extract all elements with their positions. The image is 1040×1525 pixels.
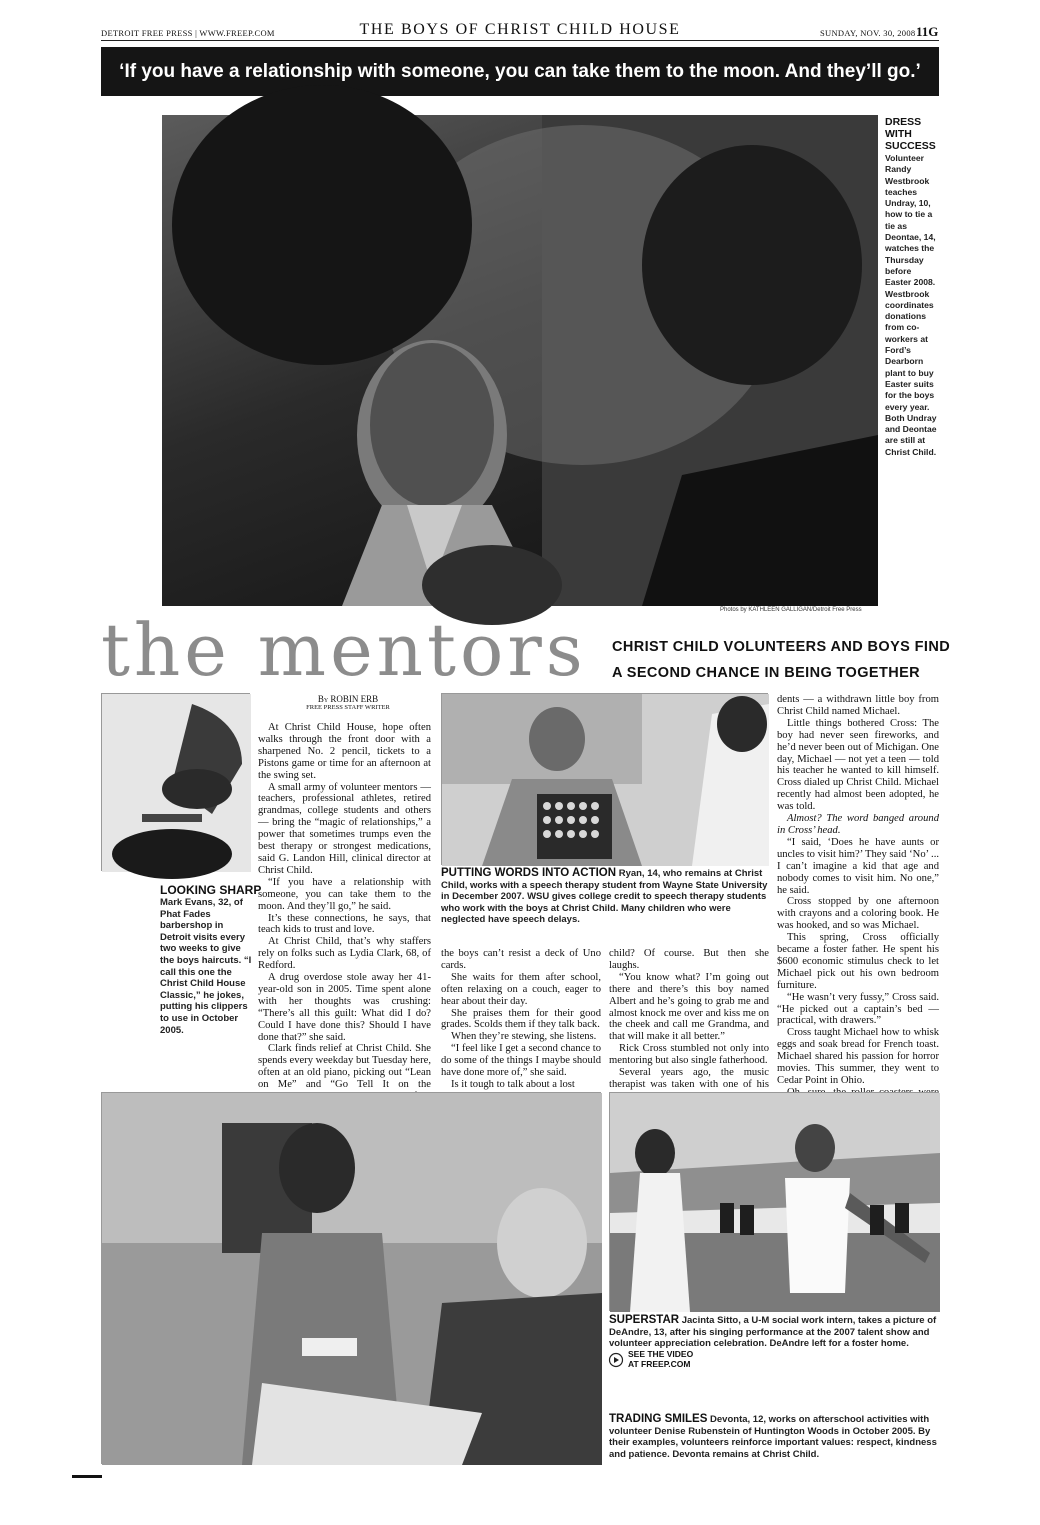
pull-quote-text: ‘If you have a relationship with someone, you can take them to the moon. And they’ll go.’	[119, 60, 921, 82]
article-paragraph: Cross taught Michael how to whisk eggs and soak bread for French toast. Michael shared his passion for horror movies. This summer, they went to Cedar Point in Ohio.	[777, 1027, 939, 1086]
article-paragraph: “He wasn’t very fussy,” Cross said. “He picked out a captain’s bed — practical, with drawers.”	[777, 991, 939, 1027]
article-paragraph: the boys can’t resist a deck of Uno cards.	[441, 948, 601, 971]
article-paragraph: It’s these connections, he says, that teach kids to trust and love.	[258, 912, 431, 936]
deck-line-2: A SECOND CHANCE IN BEING TOGETHER	[612, 665, 921, 681]
putting-words-text: Ryan, 14, who remains at Christ Child, works with a speech therapy student from Wayne State University in December 2007. WSU gives college credit to speech therapy students who work with the boys at Christ Child. Many children who were neglected have speech delays.	[441, 868, 768, 926]
article-column-1	[258, 722, 431, 1091]
superstar-illustration	[610, 1093, 940, 1312]
article-paragraph: When they’re stewing, she listens.	[451, 1031, 597, 1043]
article-column-3	[609, 948, 769, 1090]
looking-sharp-text: Mark Evans, 32, of Phat Fades barbershop in Detroit visits every two weeks to give the boys haircuts. “I call this one the Christ Child House Classic,” he jokes, putting his clippers to use in October 2005.	[160, 897, 252, 1036]
dress-caption-text: Volunteer Randy Westbrook teaches Undray, 10, how to tie a tie as Deontae, 14, watches the Thursday before Easter 2008. Westbrook coordinates donations from co-workers at Ford’s Dearborn plant to buy Easter suits for the boys every year. Both Undray and Deontae are still at Christ Child.	[885, 153, 937, 457]
pull-quote-banner	[101, 47, 939, 96]
looking-sharp-photo	[101, 693, 250, 871]
trading-smiles-photo	[101, 1092, 601, 1464]
deck-line-1: CHRIST CHILD VOLUNTEERS AND BOYS FIND	[612, 639, 951, 655]
article-paragraph: Is it tough to talk about a lost	[451, 1078, 575, 1090]
byline-title: FREE PRESS STAFF WRITER	[306, 704, 390, 711]
superstar-caption	[609, 1315, 939, 1350]
video-link-line-1: SEE THE VIDEO	[628, 1349, 694, 1359]
trading-smiles-head: TRADING SMILES	[609, 1413, 708, 1425]
folio-date: SUNDAY, NOV. 30, 2008	[820, 28, 916, 38]
byline-name: By ROBIN ERB	[317, 694, 379, 704]
article-column-2	[441, 948, 601, 1090]
article-paragraph: Little things bothered Cross: The boy had never seen fireworks, and he’d never been out of Michigan. One day, Michael — not yet a teen — told his teacher he wanted to kill himself. Cross dialed up Christ Child. Michael recently had almost been adopted, he was told.	[777, 717, 939, 813]
article-paragraph: Clark finds relief at Christ Child. She spends every weekday but Tuesday here, often at an old piano, picking out “Lean on Me” and “Go Tell It on the	[258, 1043, 431, 1091]
article-paragraph: A small army of volunteer mentors — teachers, professional athletes, retired grandmas, college students and others — bring the “magic of relationships,” a power that sometimes trumps even the best therapy or strongest medications, said G. Landon Hill, clinical director at Christ Child.	[258, 781, 431, 876]
article-paragraph: She praises them for their good grades. Scolds them if they talk back.	[441, 1007, 601, 1031]
looking-sharp-head: LOOKING SHARP	[160, 883, 262, 897]
barber-illustration	[102, 694, 251, 872]
page-number: 11G	[916, 24, 939, 39]
trading-smiles-text: Devonta, 12, works on afterschool activities with volunteer Denise Rubenstein of Huntington Woods in October 2005. By their examples, volunteers reinforce important values: respect, kindness and patience. Devonta remains at Christ Child.	[609, 1414, 937, 1460]
main-photo-illustration	[162, 115, 878, 606]
video-link-text	[628, 1350, 693, 1369]
article-paragraph: At Christ Child, that’s why staffers rely on folks such as Lydia Clark, 68, of Redford.	[258, 936, 431, 972]
article-paragraph: Almost? The word banged around in Cross’ head.	[777, 813, 939, 836]
article-paragraph: dents — a withdrawn little boy from Christ Child named Michael.	[777, 694, 939, 717]
photo-credit: Photos by KATHLEEN GALLIGAN/Detroit Free Press	[720, 607, 862, 613]
corner-mark	[72, 1475, 102, 1478]
article-paragraph: At Christ Child House, hope often walks through the front door with a sharpened No. 2 pencil, tickets to a Pistons game or time for an afternoon at the swing set.	[258, 722, 431, 781]
article-paragraph: A drug overdose stole away her 41-year-old son in 2005. Time spent alone with her thoughts was crushing: “There’s all this guilt: What did I do? Could I have done this? Should I have done that?” she said.	[258, 972, 431, 1043]
speech-therapy-illustration	[442, 694, 769, 866]
video-link[interactable]	[609, 1350, 693, 1369]
headline-deck	[612, 634, 950, 686]
article-paragraph: “I feel like I get a second chance to do some of the things I maybe should have done more of,” she said.	[441, 1043, 601, 1079]
putting-words-caption	[441, 868, 771, 926]
article-paragraph: “If you have a relationship with someone, you can take them to the moon. And they’ll go,” he said.	[258, 876, 431, 912]
superstar-text: Jacinta Sitto, a U-M social work intern, takes a picture of DeAndre, 13, after his singing performance at the 2007 talent show and volunteer appreciation celebration. DeAndre left for a foster home.	[609, 1315, 937, 1350]
article-paragraph: Rick Cross stumbled not only into mentoring but also single fatherhood.	[609, 1043, 769, 1067]
dress-caption-head: DRESS WITH SUCCESS	[885, 116, 936, 152]
putting-words-photo	[441, 693, 768, 865]
trading-smiles-illustration	[102, 1093, 602, 1465]
folio-rule	[101, 40, 939, 41]
video-link-line-2: AT FREEP.COM	[628, 1358, 691, 1369]
article-paragraph: She waits for them after school, often relaxing on a couch, eager to hear about their day.	[441, 971, 601, 1007]
article-paragraph: child? Of course. But then she laughs.	[609, 948, 769, 971]
article-column-4	[777, 694, 939, 1084]
main-photo	[162, 115, 878, 606]
superstar-photo	[609, 1092, 939, 1311]
section-title: THE BOYS OF CHRIST CHILD HOUSE	[359, 21, 681, 38]
article-paragraph: Cross stopped by one afternoon with crayons and a coloring book. He was hooked, and so was Michael.	[777, 896, 939, 932]
article-paragraph: Several years ago, the music therapist was taken with one of his	[609, 1067, 769, 1090]
superstar-head: SUPERSTAR	[609, 1314, 680, 1326]
trading-smiles-caption	[609, 1414, 939, 1460]
article-paragraph: “I said, ‘Does he have aunts or uncles to visit him?’ They said ‘No’ ... I can’t imagine a kid that age and nobody comes to visit him. No one,” he said.	[777, 836, 939, 896]
folio-left: DETROIT FREE PRESS | WWW.FREEP.COM	[101, 28, 275, 38]
headline-title: the mentors	[101, 608, 587, 692]
article-paragraph: This spring, Cross officially became a foster father. He spent his $600 economic stimulus check to let Michael pick out his own bedroom furniture.	[777, 932, 939, 991]
video-camera-icon	[609, 1353, 623, 1367]
article-paragraph: “You know what? I’m going out there and there’s this boy named Albert and he’s going to grab me and almost knock me over and kiss me on the cheek and call me Grandma, and that will make it all better.”	[609, 971, 769, 1043]
putting-words-head: PUTTING WORDS INTO ACTION	[441, 867, 617, 879]
byline	[265, 694, 431, 711]
